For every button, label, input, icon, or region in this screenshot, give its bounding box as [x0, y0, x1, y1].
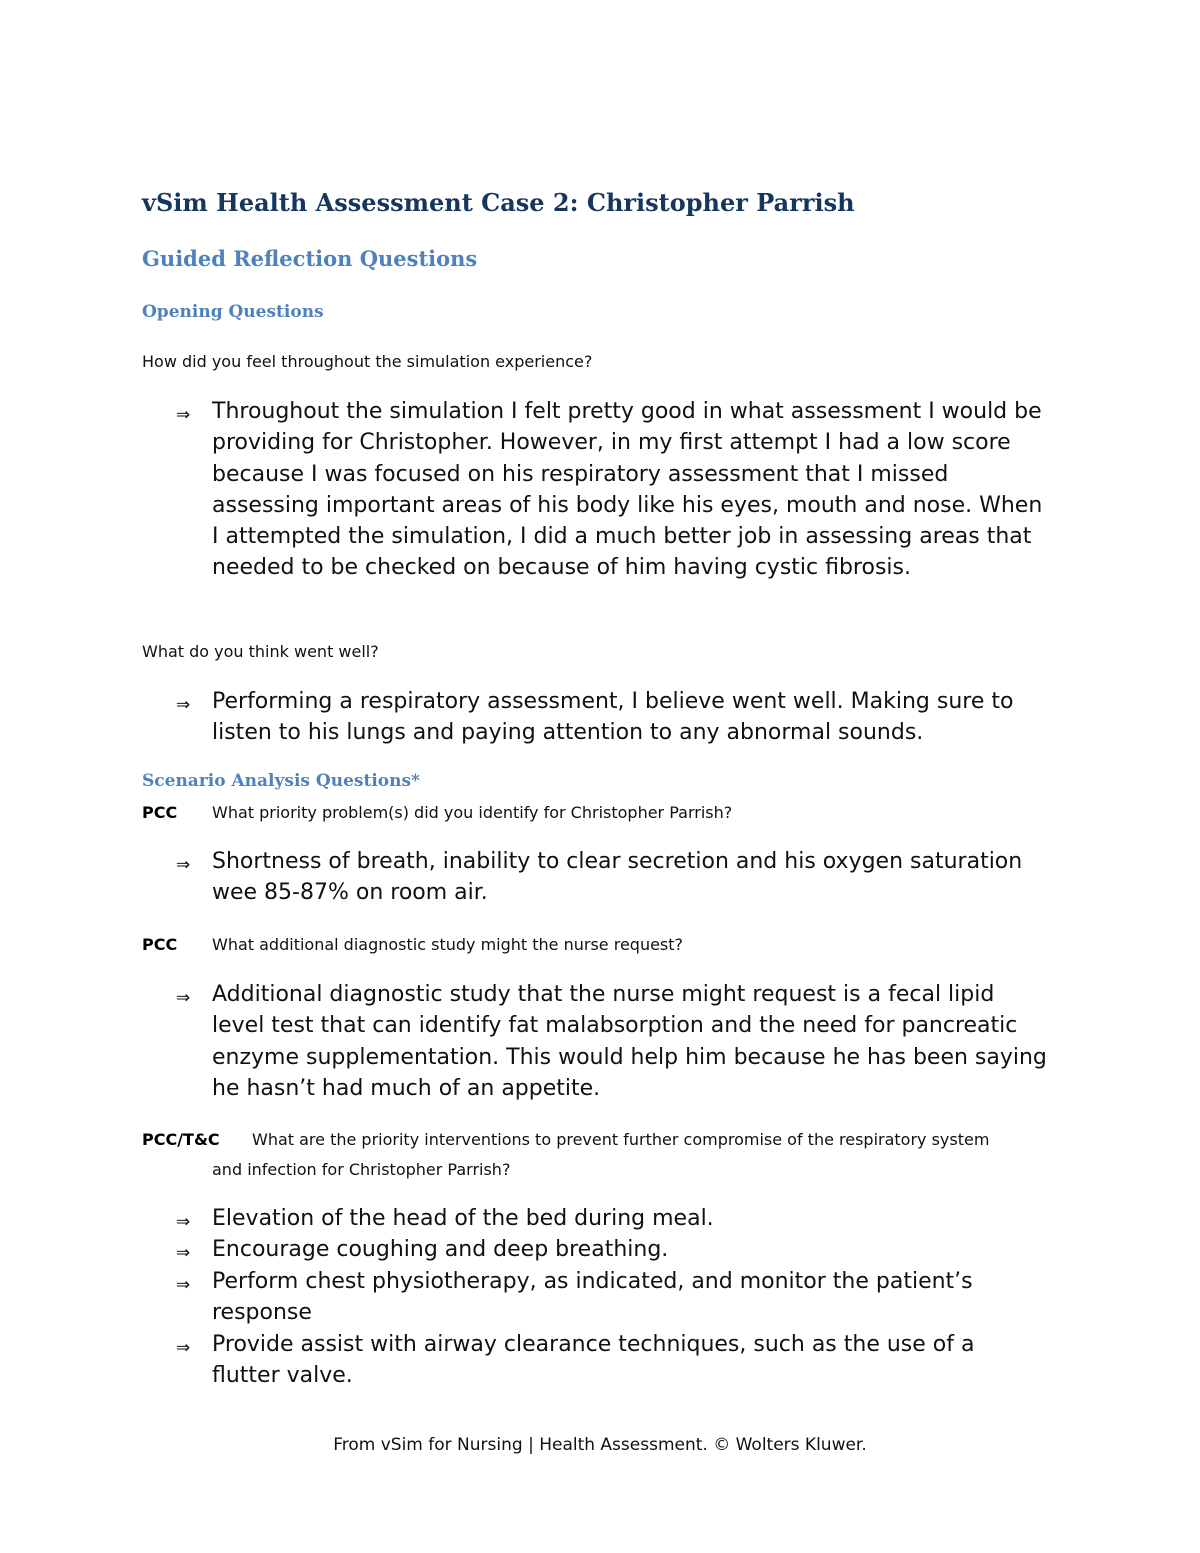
- answer-2: [176, 686, 1056, 750]
- arrow-icon: ⇒: [176, 988, 191, 1008]
- list-item: [176, 1234, 1056, 1265]
- list-item: [176, 1203, 1056, 1234]
- arrow-icon: ⇒: [176, 855, 191, 875]
- arrow-icon: ⇒: [176, 695, 191, 715]
- arrow-icon: ⇒: [176, 1212, 191, 1232]
- arrow-icon: ⇒: [176, 1275, 191, 1295]
- question-5-line-1: What are the priority interventions to prevent further compromise of the respiratory system: [252, 1130, 990, 1149]
- question-5-line-2: and infection for Christopher Parrish?: [212, 1160, 511, 1179]
- list-item-text: Perform chest physiotherapy, as indicated, and monitor the patient’s response: [212, 1269, 973, 1326]
- arrow-icon: ⇒: [176, 1338, 191, 1358]
- question-2: What do you think went well?: [142, 642, 379, 661]
- list-item-text: Encourage coughing and deep breathing.: [212, 1237, 669, 1262]
- pcc-tc-label: PCC/T&C: [142, 1130, 220, 1149]
- pcc-label-2: PCC: [142, 935, 178, 954]
- list-item-text: Provide assist with airway clearance techniques, such as the use of a flutter valve.: [212, 1332, 975, 1389]
- list-item: [176, 1329, 1056, 1389]
- answer-3-text: Shortness of breath, inability to clear secretion and his oxygen saturation wee 85-87% on room air.: [212, 849, 1023, 906]
- question-3: What priority problem(s) did you identify for Christopher Parrish?: [212, 803, 733, 822]
- question-4: What additional diagnostic study might the nurse request?: [212, 935, 684, 954]
- answer-3: [176, 846, 1056, 910]
- arrow-icon: ⇒: [176, 405, 191, 425]
- scenario-analysis-heading: Scenario Analysis Questions*: [142, 771, 420, 791]
- opening-questions-heading: Opening Questions: [142, 302, 324, 322]
- pcc-label-1: PCC: [142, 803, 178, 822]
- section-title: Guided Reflection Questions: [142, 246, 478, 271]
- answer-1-text: Throughout the simulation I felt pretty good in what assessment I would be providing for Christopher. However, in my first attempt I had a low score because I was focused on his respiratory assessment that I missed assessing important areas of his body like his eyes, mouth and nose. When I attempted the simulation, I did a much better job in assessing areas that needed to be checked on because of him having cystic fibrosis.: [212, 399, 1043, 581]
- page-footer: From vSim for Nursing | Health Assessment. © Wolters Kluwer.: [333, 1435, 867, 1455]
- arrow-icon: ⇒: [176, 1243, 191, 1263]
- answer-2-text: Performing a respiratory assessment, I believe went well. Making sure to listen to his lungs and paying attention to any abnormal sounds.: [212, 689, 1014, 746]
- list-item-text: Elevation of the head of the bed during meal.: [212, 1206, 714, 1231]
- answer-1: [176, 396, 1056, 616]
- list-item: [176, 1266, 1056, 1326]
- document-title: vSim Health Assessment Case 2: Christopher Parrish: [142, 188, 855, 217]
- answer-4-text: Additional diagnostic study that the nurse might request is a fecal lipid level test that can identify fat malabsorption and the need for pancreatic enzyme supplementation. This would help him because he has been saying he hasn’t had much of an appetite.: [212, 982, 1047, 1101]
- answer-4: [176, 979, 1056, 1105]
- question-1: How did you feel throughout the simulation experience?: [142, 352, 593, 371]
- answer-5-list: [176, 1203, 1056, 1393]
